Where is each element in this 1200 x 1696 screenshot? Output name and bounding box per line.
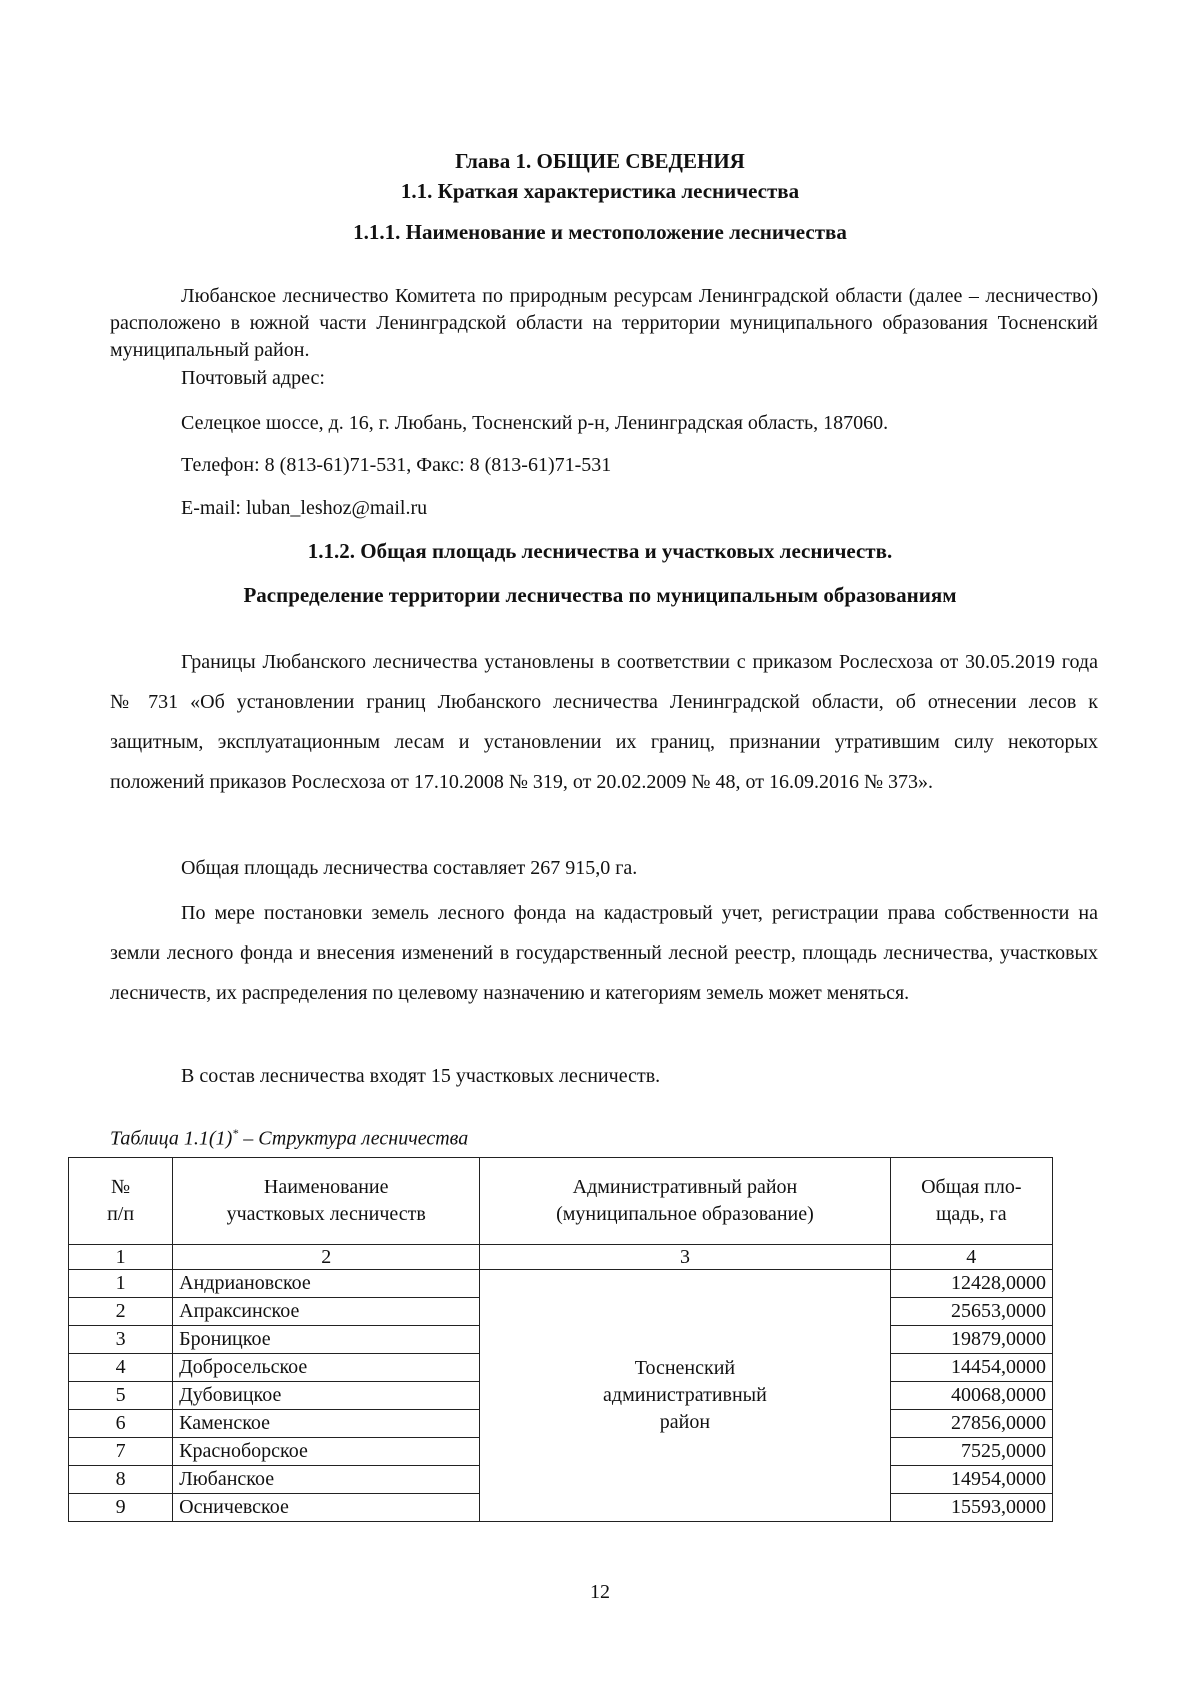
section-title: 1.1. Краткая характеристика лесничества: [400, 179, 800, 203]
page-number: 12: [590, 1581, 610, 1603]
row-number: 4: [69, 1354, 173, 1382]
changes-paragraph: По мере постановки земель лесного фонда на кадастровый учет, регистрации права собственности на земли лесного фонда и внесения изменений в государственный лесной реестр, площадь лесничества, участковых лесничеств, их распределения по целевому назначению и категориям земель может меняться.: [110, 902, 1098, 1004]
row-number: 6: [69, 1410, 173, 1438]
row-number: 7: [69, 1438, 173, 1466]
row-name: Каменское: [173, 1410, 480, 1438]
subsection-title-1: 1.1.1. Наименование и местоположение лесничества: [353, 220, 847, 244]
header-area-line2: щадь, га: [935, 1203, 1007, 1225]
header-num-line2: п/п: [107, 1203, 135, 1225]
header-num-line1: №: [111, 1176, 131, 1198]
phone-fax: Телефон: 8 (813-61)71-531, Факс: 8 (813-61)71-531: [181, 454, 612, 476]
composition-paragraph: В состав лесничества входят 15 участковых лесничеств.: [181, 1065, 661, 1087]
column-number: 4: [890, 1245, 1052, 1270]
row-area: 7525,0000: [890, 1438, 1052, 1466]
table-caption: [110, 1126, 468, 1151]
header-name-line1: Наименование: [263, 1176, 389, 1198]
header-name-line2: участковых лесничеств: [226, 1203, 426, 1225]
row-area: 12428,0000: [890, 1270, 1052, 1298]
district-line1: Тосненский: [634, 1357, 736, 1379]
row-name: Добросельское: [173, 1354, 480, 1382]
row-number: 8: [69, 1466, 173, 1494]
table-caption-mark: *: [232, 1126, 239, 1140]
postal-label: Почтовый адрес:: [181, 367, 325, 389]
column-number: 2: [173, 1245, 480, 1270]
email-address: E-mail: luban_leshoz@mail.ru: [181, 497, 428, 519]
row-name: Любанское: [173, 1466, 480, 1494]
intro-paragraph: Любанское лесничество Комитета по природным ресурсам Ленинградской области (далее – лесничество) расположено в южной части Ленинградской области на территории муниципального образования Тосненский муниципальный район.: [110, 285, 1098, 361]
table-row: [69, 1270, 1053, 1298]
header-num: [69, 1158, 173, 1245]
table-caption-prefix: Таблица 1.1(1): [110, 1127, 233, 1150]
row-name: Броницкое: [173, 1326, 480, 1354]
header-name: [173, 1158, 480, 1245]
header-area: [890, 1158, 1052, 1245]
header-district-line1: Административный район: [572, 1176, 798, 1198]
row-number: 9: [69, 1494, 173, 1522]
row-area: 27856,0000: [890, 1410, 1052, 1438]
column-number: 1: [69, 1245, 173, 1270]
row-name: Апраксинское: [173, 1298, 480, 1326]
row-area: 25653,0000: [890, 1298, 1052, 1326]
row-name: Красноборское: [173, 1438, 480, 1466]
row-area: 15593,0000: [890, 1494, 1052, 1522]
row-area: 19879,0000: [890, 1326, 1052, 1354]
subsection-title-2: 1.1.2. Общая площадь лесничества и участковых лесничеств.: [307, 539, 893, 563]
district-cell: [480, 1270, 890, 1522]
district-line3: район: [659, 1411, 711, 1433]
column-number: 3: [480, 1245, 890, 1270]
row-area: 14954,0000: [890, 1466, 1052, 1494]
header-district-line2: (муниципальное образование): [556, 1203, 814, 1225]
row-name: Андриановское: [173, 1270, 480, 1298]
header-district: [480, 1158, 890, 1245]
row-name: Осничевское: [173, 1494, 480, 1522]
column-number-row: [69, 1245, 1053, 1270]
row-number: 5: [69, 1382, 173, 1410]
forest-structure-table: [68, 1157, 1053, 1522]
chapter-title: Глава 1. ОБЩИЕ СВЕДЕНИЯ: [455, 149, 745, 173]
table-header-row: [69, 1158, 1053, 1245]
postal-address: Селецкое шоссе, д. 16, г. Любань, Тосненский р-н, Ленинградская область, 187060.: [181, 412, 889, 434]
borders-paragraph: Границы Любанского лесничества установлены в соответствии с приказом Рослесхоза от 30.05.2019 года № 731 «Об установлении границ Любанского лесничества Ленинградской области, об отнесении лесов к защитным, эксплуатационным лесам и установлении их границ, признании утратившим силу некоторых положений приказов Рослесхоза от 17.10.2008 № 319, от 20.02.2009 № 48, от 16.09.2016 № 373».: [110, 651, 1098, 793]
row-area: 40068,0000: [890, 1382, 1052, 1410]
table-caption-suffix: – Структура лесничества: [238, 1127, 469, 1150]
row-number: 1: [69, 1270, 173, 1298]
row-area: 14454,0000: [890, 1354, 1052, 1382]
header-area-line1: Общая пло-: [921, 1176, 1022, 1198]
subsection-title-2-continued: Распределение территории лесничества по муниципальным образованиям: [243, 583, 957, 607]
total-area-paragraph: Общая площадь лесничества составляет 267 915,0 га.: [181, 857, 638, 879]
district-line2: административный: [603, 1384, 767, 1406]
row-number: 3: [69, 1326, 173, 1354]
row-number: 2: [69, 1298, 173, 1326]
row-name: Дубовицкое: [173, 1382, 480, 1410]
